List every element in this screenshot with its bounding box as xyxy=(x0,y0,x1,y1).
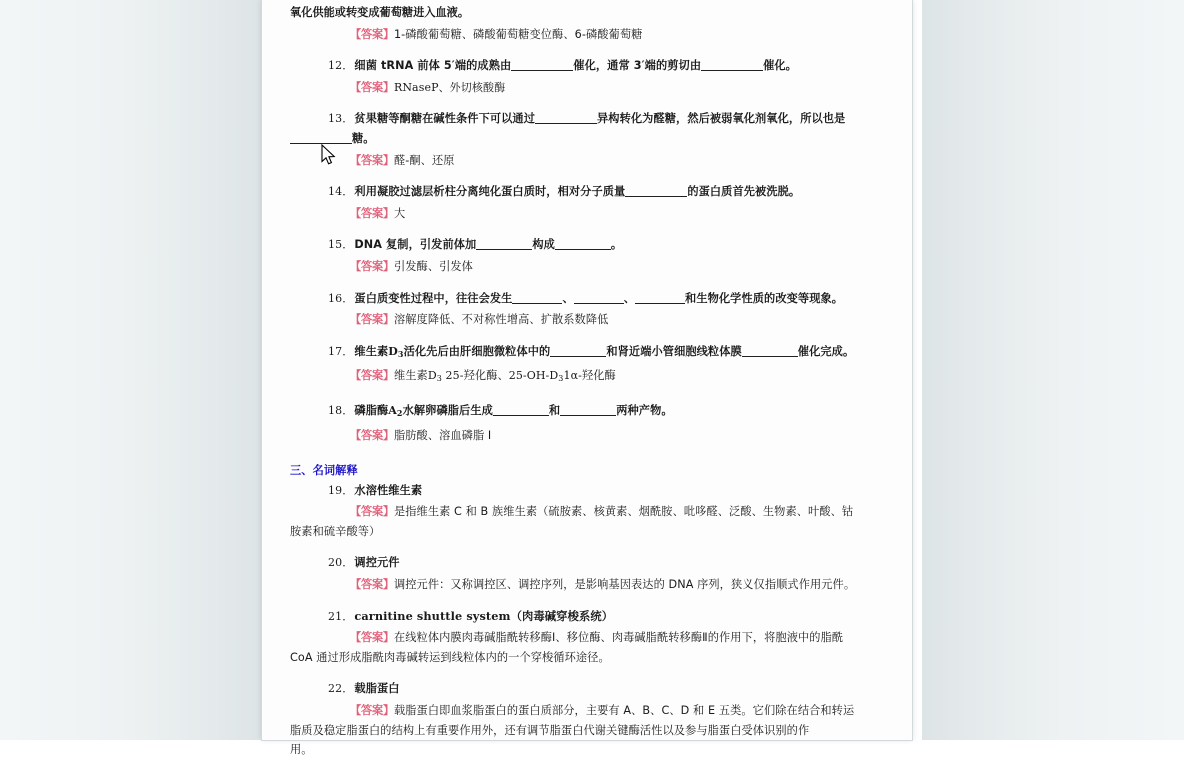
question-stem-part: 贫果糖等酮糖在碱性条件下可以通过 xyxy=(354,112,536,126)
question-stem-part: 和 xyxy=(548,403,561,417)
term-title: carnitine shuttle system（肉毒碱穿梭系统） xyxy=(354,608,614,623)
answer-tag: 【答案】 xyxy=(350,704,394,718)
term-title: 载脂蛋白 xyxy=(354,682,400,696)
answer-continuation: CoA 通过形成脂酰肉毒碱转运到线粒体内的一个穿梭循环途径。 xyxy=(290,650,610,664)
answer-line xyxy=(328,628,872,648)
answer-blank xyxy=(625,187,687,197)
page-content xyxy=(262,0,912,760)
answer-line xyxy=(328,78,872,98)
answer-tag: 【答案】 xyxy=(350,153,394,167)
answer-blank xyxy=(701,61,763,71)
answer-text: 溶解度降低、不对称性增高、扩散系数降低 xyxy=(393,313,609,327)
answer-continuation: 脂质及稳定脂蛋白的结构上有重要作用外，还有调节脂蛋白代谢关键酶活性以及参与脂蛋白受体识别的作 xyxy=(290,723,810,737)
answer-blank xyxy=(511,61,573,71)
term-title: 水溶性维生素 xyxy=(354,483,423,497)
answer-blank xyxy=(742,347,798,357)
term-number-dot: ． xyxy=(342,609,355,623)
term-number-dot: ． xyxy=(342,682,355,696)
answer-line xyxy=(328,366,872,389)
question-number-dot: ． xyxy=(342,112,355,126)
question-number-dot: ． xyxy=(342,185,355,199)
question-stem-part: 维生素$D_3$活化先后由肝细胞微粒体中的 xyxy=(354,344,551,359)
question-number: 12 xyxy=(328,59,343,73)
document-page[interactable] xyxy=(262,0,912,757)
answer-blank xyxy=(555,240,611,250)
term-20 xyxy=(328,553,872,573)
canvas-gutter-left xyxy=(0,0,262,740)
question-stem-part: 。 xyxy=(610,238,623,252)
question-stem-part: 构成 xyxy=(532,238,555,252)
answer-blank xyxy=(635,294,685,304)
answer-line xyxy=(328,151,872,171)
answer-text: 1-磷酸葡萄糖、磷酸葡萄糖变位酶、6-磷酸葡萄糖 xyxy=(393,27,643,41)
answer-line xyxy=(328,701,872,721)
answer-blank xyxy=(290,134,352,144)
question-stem-part: 磷脂酶$A_2$水解卵磷脂后生成 xyxy=(354,403,493,418)
answer-line xyxy=(328,204,872,224)
answer-text: 脂肪酸、溶血磷脂 I xyxy=(393,428,492,442)
question-17 xyxy=(328,342,872,365)
question-stem-part: 利用凝胶过滤层析柱分离纯化蛋白质时，相对分子质量 xyxy=(354,185,626,199)
answer-blank xyxy=(550,347,606,357)
answer-tag: 【答案】 xyxy=(350,313,394,327)
stem-continuation-line: 氧化供能或转变成葡萄糖进入血液。 xyxy=(290,6,470,19)
question-stem-part: 糖。 xyxy=(352,131,375,145)
question-stem-part: DNA 复制，引发前体加 xyxy=(354,238,477,252)
question-stem-part: 、 xyxy=(623,291,636,305)
question-12 xyxy=(328,56,872,76)
question-number: 17 xyxy=(328,344,343,358)
answer-line xyxy=(328,575,872,595)
answer-text: 大 xyxy=(393,206,406,220)
question-15 xyxy=(328,235,872,255)
question-number-dot: ． xyxy=(342,344,355,358)
term-number: 22 xyxy=(328,682,343,696)
answer-line xyxy=(328,257,872,277)
question-stem-part: 催化。 xyxy=(763,59,797,73)
term-number: 21 xyxy=(328,609,343,623)
term-number-dot: ． xyxy=(342,556,355,570)
question-stem-part: 和肾近端小管细胞线粒体膜 xyxy=(606,344,742,358)
question-stem-part: 和生物化学性质的改变等现象。 xyxy=(685,291,844,305)
term-title: 调控元件 xyxy=(354,556,400,570)
answer-text: 醛-酮、还原 xyxy=(393,153,455,167)
answer-blank xyxy=(476,240,532,250)
answer-blank xyxy=(493,406,549,416)
question-number: 14 xyxy=(328,185,343,199)
question-number: 16 xyxy=(328,291,343,305)
question-number-dot: ． xyxy=(342,238,355,252)
answer-continuation: 用。 xyxy=(290,743,313,757)
answer-tag: 【答案】 xyxy=(350,259,394,273)
question-number: 15 xyxy=(328,238,343,252)
answer-tag: 【答案】 xyxy=(350,27,394,41)
question-13 xyxy=(328,109,872,129)
term-number: 19 xyxy=(328,483,343,497)
term-number-dot: ． xyxy=(342,483,355,497)
question-number-dot: ． xyxy=(342,59,355,73)
question-16 xyxy=(328,289,872,309)
answer-blank xyxy=(535,114,597,124)
answer-text: 引发酶、引发体 xyxy=(393,259,473,273)
answer-tag: 【答案】 xyxy=(350,369,394,383)
answer-text: 是指维生素 C 和 B 族维生素（硫胺素、核黄素、烟酰胺、吡哆醛、泛酸、生物素、叶酸、钴 xyxy=(393,505,854,519)
question-stem-part: 蛋白质变性过程中，往往会发生 xyxy=(354,291,513,305)
answer-tag: 【答案】 xyxy=(350,578,394,592)
question-stem-part: 的蛋白质首先被洗脱。 xyxy=(687,185,801,199)
answer-tag: 【答案】 xyxy=(350,428,394,442)
answer-continuation: 胺素和硫辛酸等） xyxy=(290,524,381,538)
question-number: 18 xyxy=(328,403,343,417)
question-13-continuation xyxy=(290,129,872,149)
answer-blank xyxy=(560,406,616,416)
answer-line xyxy=(328,25,872,45)
answer-text: 载脂蛋白即血浆脂蛋白的蛋白质部分，主要有 A、B、C、D 和 E 五类。它们除在结合和转运 xyxy=(393,704,855,718)
answer-tag: 【答案】 xyxy=(350,80,394,94)
answer-tag: 【答案】 xyxy=(350,505,394,519)
question-stem-part: 催化完成。 xyxy=(797,344,855,358)
section-heading-noun-explanation: 三、名词解释 xyxy=(290,464,358,478)
answer-tag: 【答案】 xyxy=(350,206,394,220)
answer-line xyxy=(328,310,872,330)
answer-line xyxy=(328,426,872,446)
question-stem-part: 、 xyxy=(562,291,574,305)
canvas-gutter-right xyxy=(922,0,1184,740)
term-19 xyxy=(328,481,872,501)
answer-line xyxy=(328,502,872,522)
answer-text: 在线粒体内膜肉毒碱脂酰转移酶Ⅰ、移位酶、肉毒碱脂酰转移酶Ⅱ的作用下，将胞液中的脂酰 xyxy=(393,631,844,645)
answer-tag: 【答案】 xyxy=(350,631,394,645)
answer-text: RNaseP、外切核酸酶 xyxy=(393,80,506,94)
answer-blank xyxy=(574,294,624,304)
answer-text: 维生素$D_3$ 25-羟化酶、$25-OH-D_31\alpha-$羟化酶 xyxy=(393,369,616,384)
question-number-dot: ． xyxy=(342,403,355,417)
question-number: 13 xyxy=(328,112,343,126)
term-22 xyxy=(328,679,872,699)
term-number: 20 xyxy=(328,556,343,570)
question-14 xyxy=(328,182,872,202)
question-stem-part: 催化，通常 3′端的剪切由 xyxy=(573,59,702,73)
question-stem-part: 异构转化为醛糖，然后被弱氧化剂氧化，所以也是 xyxy=(597,112,846,126)
question-number-dot: ． xyxy=(342,291,355,305)
answer-blank xyxy=(512,294,562,304)
question-stem-part: 细菌 tRNA 前体 5′端的成熟由 xyxy=(354,59,512,73)
term-21 xyxy=(328,607,872,627)
answer-text: 调控元件：又称调控区、调控序列，是影响基因表达的 DNA 序列，狭义仅指顺式作用元件。 xyxy=(393,578,856,592)
question-18 xyxy=(328,401,872,424)
question-stem-part: 两种产物。 xyxy=(616,403,673,417)
